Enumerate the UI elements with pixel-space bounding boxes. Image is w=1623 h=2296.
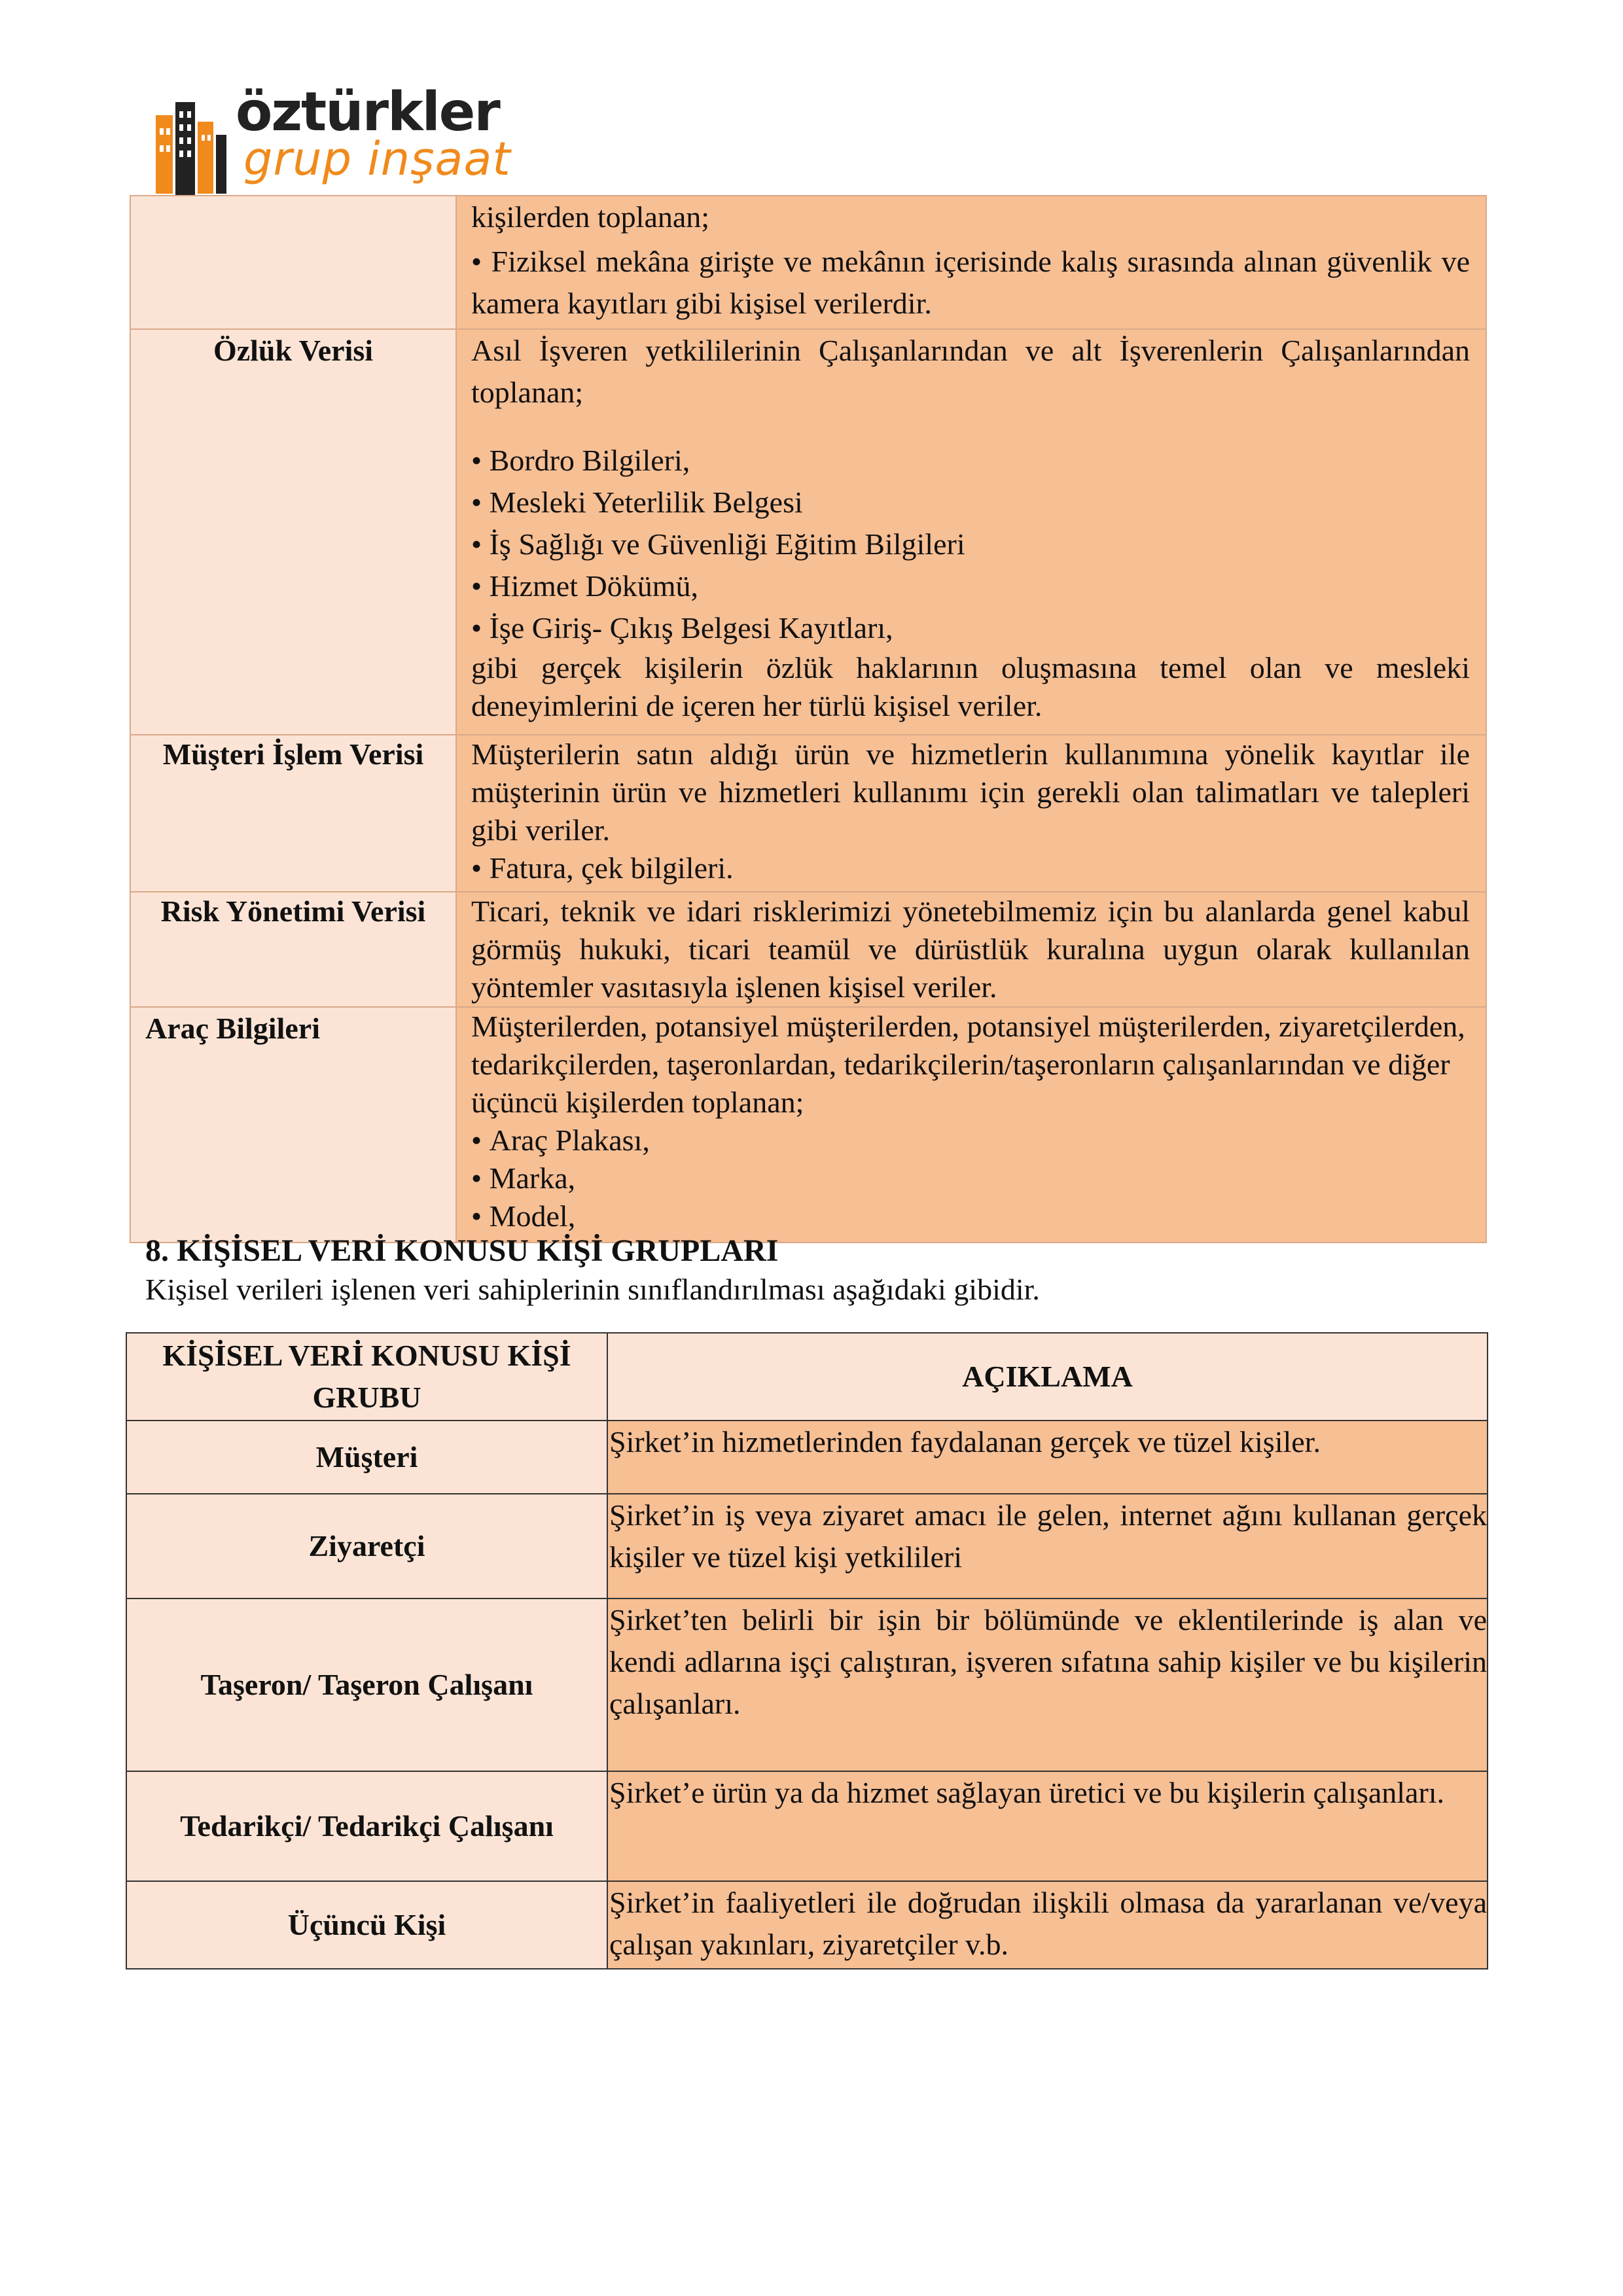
group-label: Taşeron/ Taşeron Çalışanı — [126, 1598, 607, 1771]
logo-line-1: öztürkler — [236, 81, 499, 143]
group-description: Şirket’in faaliyetleri ile doğrudan ilişkili olmasa da yararlanan ve/veya çalışan yakınları, ziyaretçiler v.b. — [607, 1881, 1488, 1969]
column-header-group: KİŞİSEL VERİ KONUSU KİŞİ GRUBU — [126, 1333, 607, 1421]
group-description: Şirket’in hizmetlerinden faydalanan gerçek ve tüzel kişiler. — [607, 1421, 1488, 1494]
section-heading: 8. KİŞİSEL VERİ KONUSU KİŞİ GRUPLARI — [145, 1233, 779, 1268]
group-label: Üçüncü Kişi — [126, 1881, 607, 1969]
group-description: Şirket’in iş veya ziyaret amacı ile gelen, internet ağını kullanan gerçek kişiler ve tüzel kişi yetkilileri — [607, 1494, 1488, 1598]
category-description — [456, 892, 1486, 1007]
company-logo — [152, 81, 518, 195]
personal-data-category-table — [130, 195, 1487, 1243]
table-row — [126, 1881, 1488, 1969]
group-description: Şirket’ten belirli bir işin bir bölümünde ve eklentilerinde iş alan ve kendi adlarına işçi çalıştıran, işveren sıfatına sahip kişiler ve bu kişilerin çalışanları. — [607, 1598, 1488, 1771]
category-label: Araç Bilgileri — [130, 1007, 456, 1243]
table-header-row — [126, 1333, 1488, 1421]
description-paragraph: Asıl İşveren yetkililerinin Çalışanlarından ve alt İşverenlerin Çalışanlarından toplanan; — [471, 334, 1470, 409]
list-item: • İşe Giriş- Çıkış Belgesi Kayıtları, — [471, 607, 1470, 649]
description-after: gibi gerçek kişilerin özlük haklarının oluşmasına temel olan ve mesleki deneyimlerini de içeren her türlü kişisel veriler. — [471, 651, 1470, 722]
category-label: Risk Yönetimi Verisi — [130, 892, 456, 1007]
list-item: • İş Sağlığı ve Güvenliği Eğitim Bilgileri — [471, 523, 1470, 565]
building-logo-icon — [152, 96, 230, 200]
list-item: • Hizmet Dökümü, — [471, 565, 1470, 607]
table-row — [130, 1007, 1486, 1243]
category-description — [456, 196, 1486, 329]
table-row — [130, 892, 1486, 1007]
category-label: Özlük Verisi — [130, 329, 456, 735]
list-item: • Model, — [471, 1197, 1470, 1235]
category-label — [130, 196, 456, 329]
logo-line-2: grup inşaat — [243, 132, 511, 186]
list-item: • Fatura, çek bilgileri. — [471, 849, 1470, 887]
list-item: • Bordro Bilgileri, — [471, 440, 1470, 482]
group-description: Şirket’e ürün ya da hizmet sağlayan üretici ve bu kişilerin çalışanları. — [607, 1771, 1488, 1881]
group-label: Ziyaretçi — [126, 1494, 607, 1598]
group-label: Tedarikçi/ Tedarikçi Çalışanı — [126, 1771, 607, 1881]
category-label: Müşteri İşlem Verisi — [130, 735, 456, 892]
table-row — [130, 735, 1486, 892]
category-description — [456, 1007, 1486, 1243]
category-description — [456, 329, 1486, 735]
table-row — [130, 196, 1486, 329]
table-row — [126, 1771, 1488, 1881]
table-row — [126, 1598, 1488, 1771]
table-row — [126, 1421, 1488, 1494]
description-paragraph: Müşterilerden, potansiyel müşterilerden, potansiyel müşterilerden, ziyaretçilerden, tedarikçilerden, taşeronlardan, tedarikçilerin/taşeronların çalışanlarından ve diğer üçüncü kişilerden toplanan; — [471, 1010, 1465, 1119]
description-paragraph: Ticari, teknik ve idari risklerimizi yönetebilmemiz için bu alanlarda genel kabul görmüş hukuki, ticari teamül ve dürüstlük kuralına uygun olarak kullanılan yöntemler vasıtasıyla işlenen kişisel veriler. — [471, 894, 1470, 1004]
column-header-description: AÇIKLAMA — [607, 1333, 1488, 1421]
list-item: • Marka, — [471, 1159, 1470, 1197]
list-item: • Mesleki Yeterlilik Belgesi — [471, 482, 1470, 523]
list-item: • Fiziksel mekâna girişte ve mekânın içerisinde kalış sırasında alınan güvenlik ve kamera kayıtları gibi kişisel verilerdir. — [471, 241, 1470, 325]
description-paragraph: Müşterilerin satın aldığı ürün ve hizmetlerin kullanımına yönelik kayıtlar ile müşterinin ürün ve hizmetleri kullanımı için gerekli olan talimatları ve talepleri gibi veriler. — [471, 737, 1470, 847]
category-description — [456, 735, 1486, 892]
data-subject-groups-table — [126, 1332, 1488, 1969]
table-row — [126, 1494, 1488, 1598]
section-intro: Kişisel verileri işlenen veri sahiplerinin sınıflandırılması aşağıdaki gibidir. — [145, 1273, 1040, 1306]
list-item: • Araç Plakası, — [471, 1122, 1470, 1159]
description-paragraph: kişilerden toplanan; — [471, 200, 710, 234]
group-label: Müşteri — [126, 1421, 607, 1494]
table-row — [130, 329, 1486, 735]
